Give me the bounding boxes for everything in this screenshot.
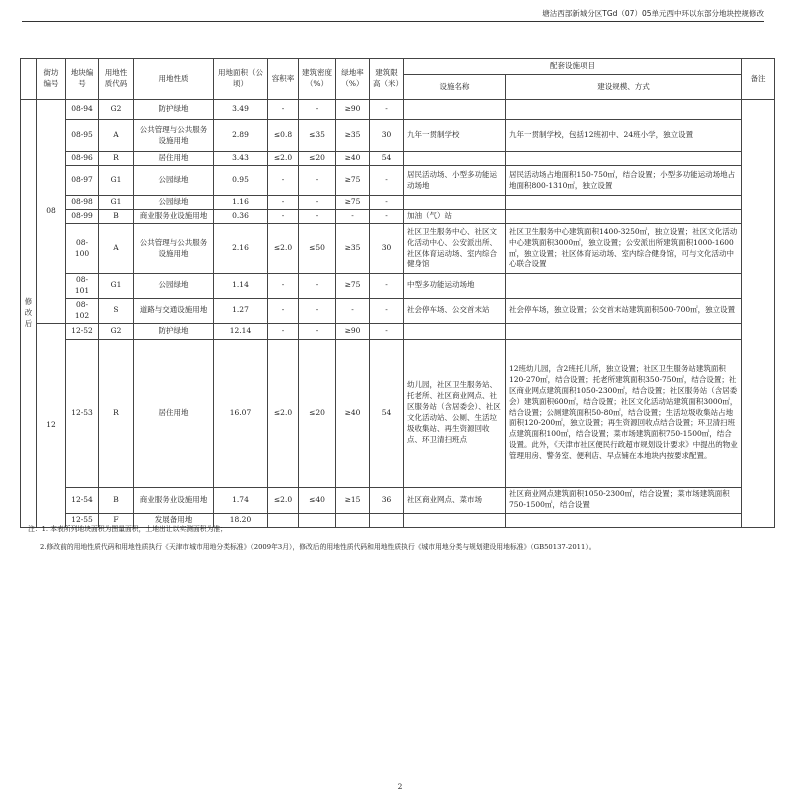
green-cell: ≥90 bbox=[336, 100, 370, 120]
header-nature: 用地性质 bbox=[134, 59, 214, 100]
header-far: 容积率 bbox=[268, 59, 299, 100]
far-cell: - bbox=[268, 210, 299, 224]
area-cell: 16.07 bbox=[214, 339, 268, 487]
nature-cell: 居住用地 bbox=[134, 339, 214, 487]
green-cell: ≥40 bbox=[336, 152, 370, 166]
height-cell: 54 bbox=[370, 152, 404, 166]
height-cell: - bbox=[370, 166, 404, 196]
green-cell: ≥75 bbox=[336, 274, 370, 299]
header-block: 地块编号 bbox=[66, 59, 99, 100]
block-cell: 08-102 bbox=[66, 298, 99, 323]
header-remark: 备注 bbox=[742, 59, 775, 100]
code-cell: B bbox=[99, 210, 134, 224]
facility-name-cell: 幼儿园，社区卫生服务站、托老所、社区商业网点、社区服务站（含居委会）、社区文化活动站、公厕、生活垃圾收集站、再生资源回收点、环卫清扫班点 bbox=[404, 339, 506, 487]
footnotes bbox=[28, 523, 770, 559]
facility-spec-cell: 居民活动场占地面积150-750㎡，结合设置；小型多功能运动场地占地面积800-1310㎡，独立设置 bbox=[506, 166, 742, 196]
table-row bbox=[21, 298, 775, 323]
header-height: 建筑限高（米） bbox=[370, 59, 404, 100]
height-cell: - bbox=[370, 323, 404, 339]
area-cell: 3.43 bbox=[214, 152, 268, 166]
height-cell: - bbox=[370, 210, 404, 224]
street-cell: 08 bbox=[37, 100, 66, 324]
area-cell: 1.27 bbox=[214, 298, 268, 323]
area-cell: 0.95 bbox=[214, 166, 268, 196]
green-cell: ≥15 bbox=[336, 487, 370, 513]
facility-spec-cell bbox=[506, 152, 742, 166]
area-cell: 1.16 bbox=[214, 196, 268, 210]
facility-spec-cell bbox=[506, 100, 742, 120]
header-green: 绿地率（%） bbox=[336, 59, 370, 100]
height-cell: - bbox=[370, 274, 404, 299]
header-facility-spec: 建设规模、方式 bbox=[506, 75, 742, 100]
facility-name-cell: 社区商业网点、菜市场 bbox=[404, 487, 506, 513]
green-cell: ≥40 bbox=[336, 339, 370, 487]
table-row bbox=[21, 100, 775, 120]
block-cell: 08-95 bbox=[66, 120, 99, 152]
far-cell: ≤2.0 bbox=[268, 487, 299, 513]
density-cell: ≤20 bbox=[299, 152, 336, 166]
block-cell: 12-55 bbox=[66, 513, 99, 527]
area-cell: 18.20 bbox=[214, 513, 268, 527]
code-cell: A bbox=[99, 120, 134, 152]
code-cell: G1 bbox=[99, 196, 134, 210]
street-cell: 12 bbox=[37, 323, 66, 527]
code-cell: R bbox=[99, 152, 134, 166]
height-cell: 36 bbox=[370, 487, 404, 513]
nature-cell: 商业服务业设施用地 bbox=[134, 487, 214, 513]
facility-spec-cell: 社区卫生服务中心建筑面积1400-3250㎡，独立设置；社区文化活动中心建筑面积3000㎡，独立设置；公安派出所建筑面积1000-1600㎡，独立设置；社区体育运动场、室内综合健身馆，可与文化活动中心联合设置 bbox=[506, 224, 742, 274]
block-cell: 12-53 bbox=[66, 339, 99, 487]
header-rule bbox=[22, 21, 764, 22]
area-cell: 2.16 bbox=[214, 224, 268, 274]
area-cell: 2.89 bbox=[214, 120, 268, 152]
density-cell: - bbox=[299, 100, 336, 120]
nature-cell: 公园绿地 bbox=[134, 196, 214, 210]
density-cell: ≤40 bbox=[299, 487, 336, 513]
green-cell: ≥75 bbox=[336, 196, 370, 210]
table-row bbox=[21, 210, 775, 224]
nature-cell: 防护绿地 bbox=[134, 100, 214, 120]
blank-header bbox=[21, 59, 37, 100]
control-plan-table bbox=[20, 58, 775, 528]
table-row bbox=[21, 224, 775, 274]
page-number: 2 bbox=[397, 782, 403, 791]
footnote-1: 注：1. 本表所列地块面积为图量面积，土地出让以实测面积为准； bbox=[28, 525, 227, 533]
far-cell: - bbox=[268, 274, 299, 299]
green-cell: ≥75 bbox=[336, 166, 370, 196]
code-cell: G2 bbox=[99, 100, 134, 120]
green-cell: - bbox=[336, 210, 370, 224]
facility-spec-cell bbox=[506, 323, 742, 339]
density-cell: - bbox=[299, 210, 336, 224]
header-facility-name: 设施名称 bbox=[404, 75, 506, 100]
nature-cell: 防护绿地 bbox=[134, 323, 214, 339]
code-cell: R bbox=[99, 339, 134, 487]
nature-cell: 商业服务业设施用地 bbox=[134, 210, 214, 224]
table-row bbox=[21, 120, 775, 152]
nature-cell: 发展备用地 bbox=[134, 513, 214, 527]
density-cell: ≤20 bbox=[299, 339, 336, 487]
code-cell: S bbox=[99, 298, 134, 323]
facility-spec-cell bbox=[506, 196, 742, 210]
header-code: 用地性质代码 bbox=[99, 59, 134, 100]
area-cell: 0.36 bbox=[214, 210, 268, 224]
far-cell: ≤2.0 bbox=[268, 152, 299, 166]
density-cell: ≤35 bbox=[299, 120, 336, 152]
header-row bbox=[21, 59, 775, 75]
facility-name-cell: 加油（气）站 bbox=[404, 210, 506, 224]
facility-spec-cell: 12班幼儿园，含2班托儿所，独立设置；社区卫生服务站建筑面积120-270㎡，结合设置；托老所建筑面积350-750㎡，结合设置；社区商业网点建筑面积1050-2300㎡，结合设置；社区服务站（含居委会）建筑面积600㎡，结合设置；社区文化活动站建筑面积3000㎡，结合设置；公厕建筑面积50-80㎡，结合设置；生活垃圾收集站占地面积120-200㎡，独立设置；再生资源回收点结合设置；环卫清扫班点建筑面积100㎡，结合设置；菜市场建筑面积750-1500㎡，结合设置。此外，《天津市社区便民行政超市规划设计要求》中提出的物业管理用房、警务室、便利店、早点铺在本地块内按要求配置。 bbox=[506, 339, 742, 487]
table-row bbox=[21, 323, 775, 339]
facility-name-cell: 中型多功能运动场地 bbox=[404, 274, 506, 299]
green-cell: ≥35 bbox=[336, 120, 370, 152]
header-facilities: 配套设施项目 bbox=[404, 59, 742, 75]
green-cell: ≥35 bbox=[336, 224, 370, 274]
footnote-2: 2.修改前的用地性质代码和用地性质执行《天津市城市用地分类标准》（2009年3月），修改后的用地性质代码和用地性质执行《城市用地分类与规划建设用地标准》（GB50137-2011）。 bbox=[40, 543, 596, 551]
remark-cell bbox=[742, 100, 775, 528]
facility-name-cell: 社会停车场、公交首末站 bbox=[404, 298, 506, 323]
code-cell: G1 bbox=[99, 274, 134, 299]
code-cell: B bbox=[99, 487, 134, 513]
header-street: 街坊编号 bbox=[37, 59, 66, 100]
table-row bbox=[21, 166, 775, 196]
area-cell: 12.14 bbox=[214, 323, 268, 339]
block-cell: 08-100 bbox=[66, 224, 99, 274]
facility-name-cell: 九年一贯制学校 bbox=[404, 120, 506, 152]
area-cell: 3.49 bbox=[214, 100, 268, 120]
green-cell: - bbox=[336, 298, 370, 323]
block-cell: 08-96 bbox=[66, 152, 99, 166]
header-area: 用地面积（公顷） bbox=[214, 59, 268, 100]
nature-cell: 居住用地 bbox=[134, 152, 214, 166]
density-cell: - bbox=[299, 298, 336, 323]
density-cell: - bbox=[299, 166, 336, 196]
section-label-text: 修 改 后 bbox=[24, 296, 33, 328]
far-cell: ≤2.0 bbox=[268, 339, 299, 487]
header-density: 建筑密度（%） bbox=[299, 59, 336, 100]
block-cell: 08-99 bbox=[66, 210, 99, 224]
far-cell: ≤0.8 bbox=[268, 120, 299, 152]
density-cell: - bbox=[299, 196, 336, 210]
facility-spec-cell: 社区商业网点建筑面积1050-2300㎡，结合设置；菜市场建筑面积750-1500㎡，结合设置 bbox=[506, 487, 742, 513]
far-cell: - bbox=[268, 298, 299, 323]
height-cell: - bbox=[370, 196, 404, 210]
far-cell: - bbox=[268, 323, 299, 339]
section-label bbox=[21, 100, 37, 528]
table-row bbox=[21, 152, 775, 166]
facility-name-cell bbox=[404, 323, 506, 339]
nature-cell: 公园绿地 bbox=[134, 166, 214, 196]
facility-name-cell bbox=[404, 100, 506, 120]
facility-name-cell: 居民活动场、小型多功能运动场地 bbox=[404, 166, 506, 196]
far-cell: - bbox=[268, 166, 299, 196]
facility-spec-cell bbox=[506, 274, 742, 299]
area-cell: 1.14 bbox=[214, 274, 268, 299]
table-row bbox=[21, 274, 775, 299]
height-cell: 54 bbox=[370, 339, 404, 487]
nature-cell: 公园绿地 bbox=[134, 274, 214, 299]
facility-spec-cell: 社会停车场，独立设置；公交首末站建筑面积500-700㎡，独立设置 bbox=[506, 298, 742, 323]
code-cell: G2 bbox=[99, 323, 134, 339]
far-cell: - bbox=[268, 100, 299, 120]
height-cell: - bbox=[370, 100, 404, 120]
code-cell: F bbox=[99, 513, 134, 527]
block-cell: 08-101 bbox=[66, 274, 99, 299]
block-cell: 08-97 bbox=[66, 166, 99, 196]
document-title: 塘沽西部新城分区TGd（07）05单元西中环以东部分地块控规修改 bbox=[542, 9, 764, 18]
nature-cell: 公共管理与公共服务设施用地 bbox=[134, 224, 214, 274]
code-cell: G1 bbox=[99, 166, 134, 196]
facility-spec-cell bbox=[506, 210, 742, 224]
block-cell: 08-98 bbox=[66, 196, 99, 210]
nature-cell: 公共管理与公共服务设施用地 bbox=[134, 120, 214, 152]
green-cell: ≥90 bbox=[336, 323, 370, 339]
table-row bbox=[21, 339, 775, 487]
table-row bbox=[21, 196, 775, 210]
far-cell: - bbox=[268, 196, 299, 210]
facility-name-cell bbox=[404, 152, 506, 166]
density-cell: ≤50 bbox=[299, 224, 336, 274]
block-cell: 08-94 bbox=[66, 100, 99, 120]
nature-cell: 道路与交通设施用地 bbox=[134, 298, 214, 323]
block-cell: 12-54 bbox=[66, 487, 99, 513]
facility-spec-cell: 九年一贯制学校，包括12班初中、24班小学，独立设置 bbox=[506, 120, 742, 152]
far-cell: ≤2.0 bbox=[268, 224, 299, 274]
density-cell: - bbox=[299, 323, 336, 339]
density-cell: - bbox=[299, 274, 336, 299]
area-cell: 1.74 bbox=[214, 487, 268, 513]
height-cell: 30 bbox=[370, 224, 404, 274]
height-cell: 30 bbox=[370, 120, 404, 152]
code-cell: A bbox=[99, 224, 134, 274]
facility-name-cell: 社区卫生服务中心、社区文化活动中心、公安派出所、社区体育运动场、室内综合健身馆 bbox=[404, 224, 506, 274]
height-cell: - bbox=[370, 298, 404, 323]
block-cell: 12-52 bbox=[66, 323, 99, 339]
table-row bbox=[21, 487, 775, 513]
facility-name-cell bbox=[404, 196, 506, 210]
